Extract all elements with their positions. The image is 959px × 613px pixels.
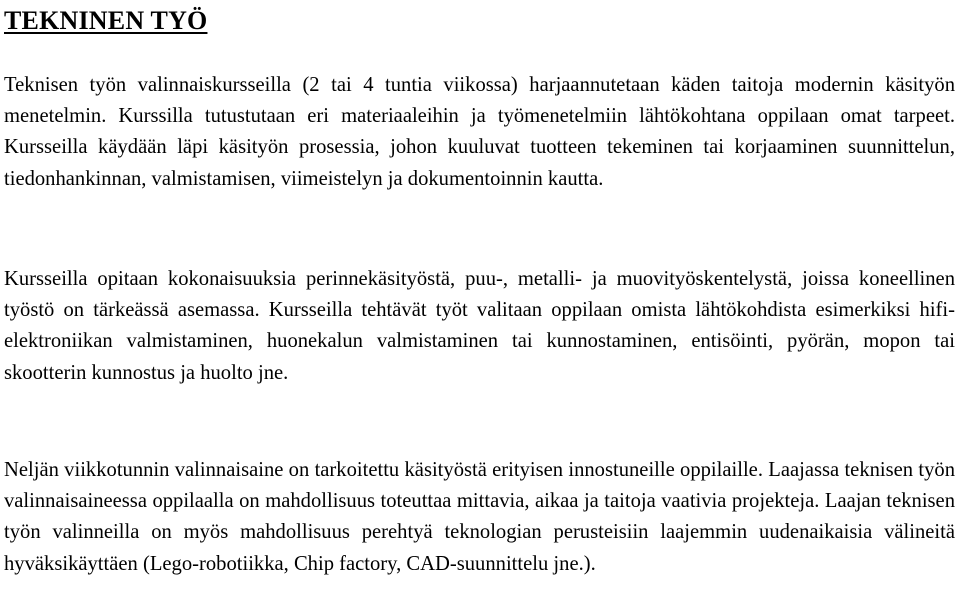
document-title: TEKNINEN TYÖ	[4, 6, 208, 35]
paragraph-extended-course: Neljän viikkotunnin valinnaisaine on tarkoitettu käsityöstä erityisen innostuneille oppilaille. Laajassa teknisen työn valinnaisaineessa oppilaalla on mahdollisuus toteuttaa mittavia, aikaa ja taitoja vaativia projekteja. Laajan teknisen työn valinneilla on myös mahdollisuus perehtyä teknologian perusteisiin laajemmin uudenaikaisia välineitä hyväksikäyttäen (Lego-robotiikka, Chip factory, CAD-suunnittelu jne.).	[4, 459, 955, 575]
paragraph-course-overview: Teknisen työn valinnaiskursseilla (2 tai 4 tuntia viikossa) harjaannutetaan käden taitoja modernin käsityön menetelmin. Kurssilla tutustutaan eri materiaaleihin ja työmenetelmiin lähtökohtana oppilaan omat tarpeet. Kursseilla käydään läpi käsityön prosessia, johon kuuluvat tuotteen tekeminen tai korjaaminen suunnittelun, tiedonhankinnan, valmistamisen, viimeistelyn ja dokumentoinnin kautta.	[4, 74, 955, 190]
paragraph-course-content: Kursseilla opitaan kokonaisuuksia perinnekäsityöstä, puu-, metalli- ja muovityöskentelystä, joissa koneellinen työstö on tärkeässä asemassa. Kursseilla tehtävät työt valitaan oppilaan omista lähtökohdista esimerkiksi hifi-elektroniikan valmistaminen, huonekalun valmistaminen tai kunnostaminen, entisöinti, pyörän, mopon tai skootterin kunnostus ja huolto jne.	[4, 268, 955, 384]
